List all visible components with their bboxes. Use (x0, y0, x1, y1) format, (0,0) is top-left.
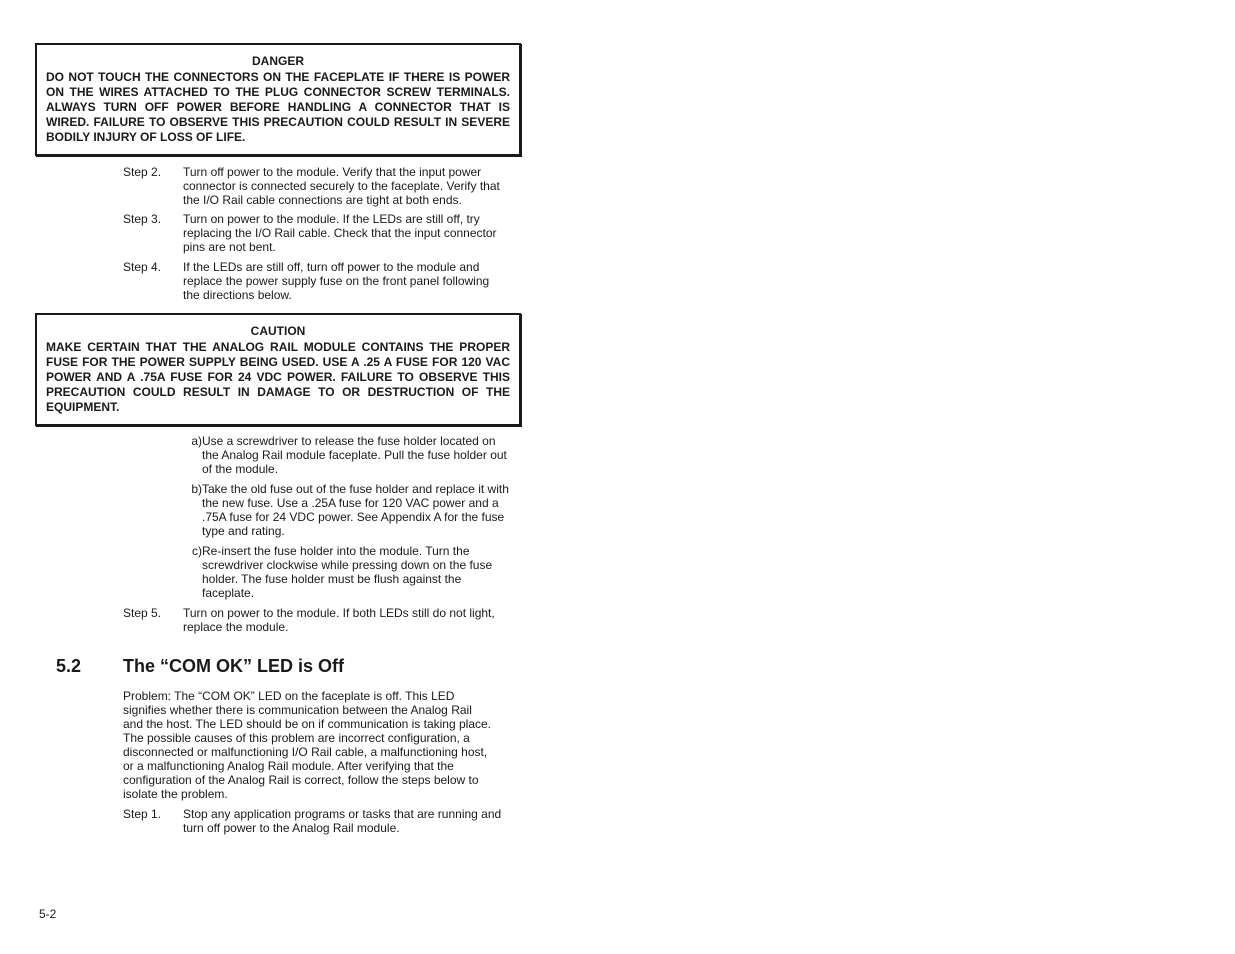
step-5-text: Turn on power to the module. If both LEDs still do not light, replace the module. (183, 606, 495, 634)
danger-notice-box (35, 43, 521, 156)
section-title: The “COM OK” LED is Off (123, 656, 345, 676)
substep-a-label: a) (191, 434, 202, 448)
danger-text: DO NOT TOUCH THE CONNECTORS ON THE FACEPLATE IF THERE IS POWER ON THE WIRES ATTACHED TO THE PLUG CONNECTOR SCREW TERMINALS. ALWAYS TURN OFF POWER BEFORE HANDLING A CONNECTOR THAT IS WIRED. FAILURE TO OBSERVE THIS PRECAUTION COULD RESULT IN SEVERE BODILY INJURY OF LOSS OF LIFE. (46, 70, 510, 144)
step-2-text: Turn off power to the module. Verify that the input power connector is connected securely to the faceplate. Verify that the I/O Rail cable connections are tight at both ends. (183, 165, 500, 207)
step-4-label: Step 4. (123, 260, 162, 274)
step-3-text: Turn on power to the module. If the LEDs are still off, try replacing the I/O Rail cable. Check that the input connector pins are not bent. (183, 212, 497, 254)
problem-paragraph: Problem: The “COM OK” LED on the faceplate is off. This LED signifies whether there is communication between the Analog Rail and the host. The LED should be on if communication is taking place. The possible causes of this problem are incorrect configuration, a disconnected or malfunctioning I/O Rail cable, a malfunctioning host, or a malfunctioning Analog Rail module. After verifying that the configuration of the Analog Rail is correct, follow the steps below to isolate the problem. (123, 689, 491, 801)
step-5-label: Step 5. (123, 606, 162, 620)
substep-c-label: c) (192, 544, 202, 558)
caution-text: MAKE CERTAIN THAT THE ANALOG RAIL MODULE CONTAINS THE PROPER FUSE FOR THE POWER SUPPLY BEING USED. USE A .25 A FUSE FOR 120 VAC POWER AND A .75A FUSE FOR 24 VDC POWER. FAILURE TO OBSERVE THIS PRECAUTION COULD RESULT IN DAMAGE TO OR DESTRUCTION OF THE EQUIPMENT. (46, 340, 510, 414)
substep-c-text: Re-insert the fuse holder into the module. Turn the screwdriver clockwise while pressing down on the fuse holder. The fuse holder must be flush against the faceplate. (202, 544, 493, 600)
substep-b-label: b) (191, 482, 202, 496)
caution-notice-box (35, 313, 521, 426)
step-2-label: Step 2. (123, 165, 162, 179)
section-step-1-label: Step 1. (123, 807, 162, 821)
danger-title: DANGER (251, 54, 304, 68)
section-number: 5.2 (56, 656, 82, 676)
step-4-text: If the LEDs are still off, turn off power to the module and replace the power supply fuse on the front panel following the directions below. (183, 260, 490, 302)
section-step-1-text: Stop any application programs or tasks that are running and turn off power to the Analog Rail module. (183, 807, 502, 835)
substep-b-text: Take the old fuse out of the fuse holder and replace it with the new fuse. Use a .25A fuse for 120 VAC power and a .75A fuse for 24 VDC power. See Appendix A for the fuse type and rating. (202, 482, 509, 538)
substep-a-text: Use a screwdriver to release the fuse holder located on the Analog Rail module faceplate. Pull the fuse holder out of the module. (202, 434, 507, 476)
caution-title: CAUTION (250, 324, 306, 338)
page-number: 5-2 (39, 907, 57, 921)
step-3-label: Step 3. (123, 212, 162, 226)
